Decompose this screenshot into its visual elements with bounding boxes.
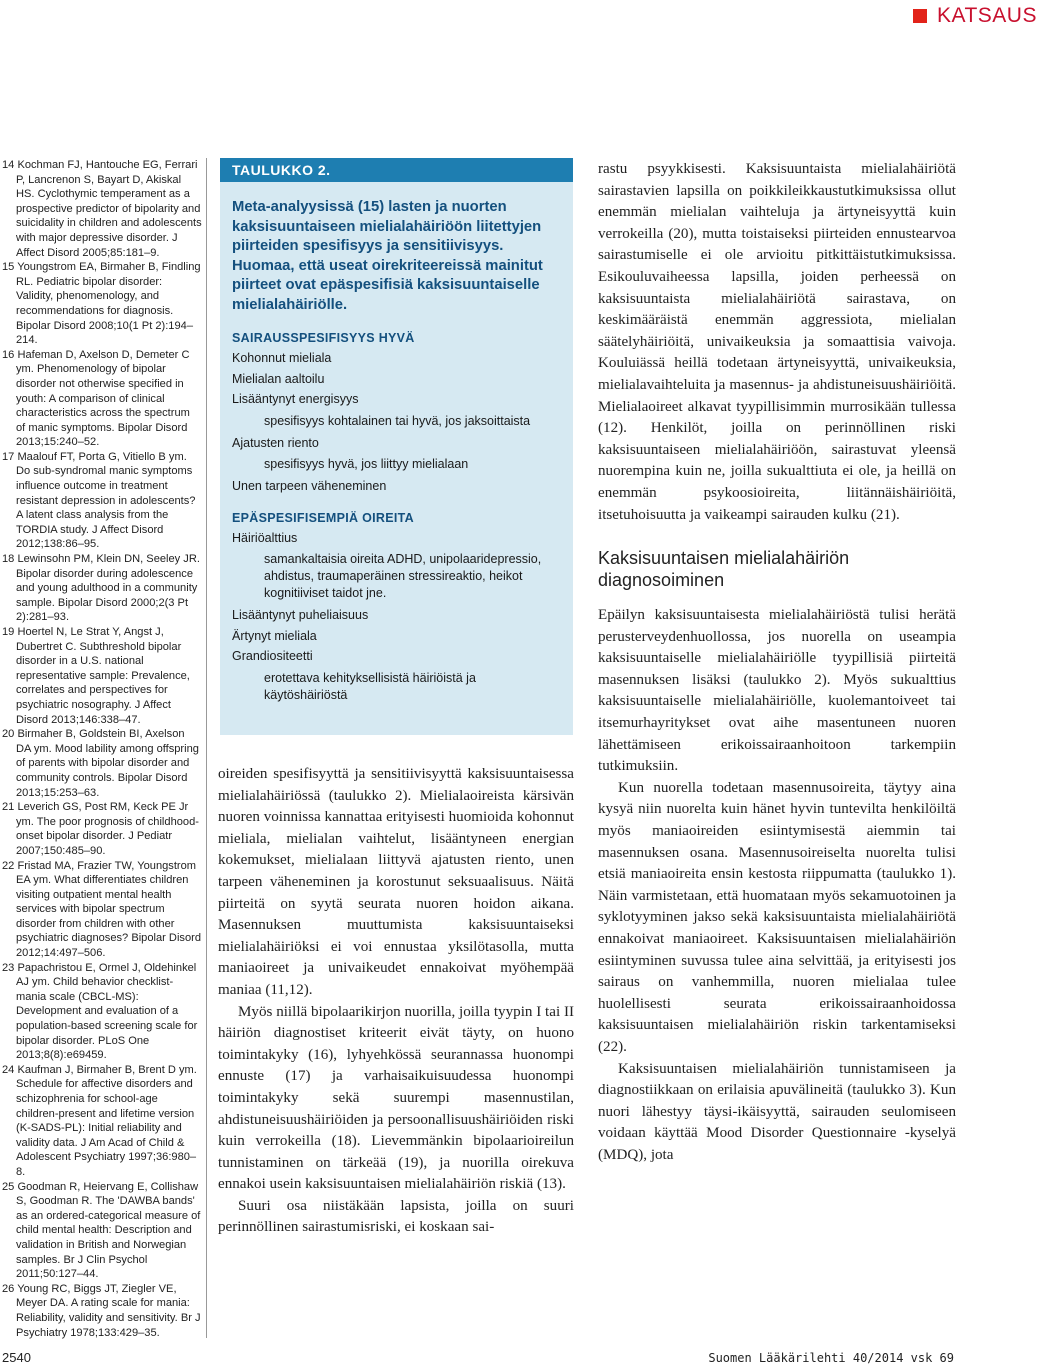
reference-item [2, 552, 202, 625]
table-section-title: SAIRAUSSPESIFISYYS HYVÄ [232, 331, 415, 345]
reference-number: 17 [2, 450, 15, 463]
section-label: KATSAUS [937, 4, 1037, 27]
table-item: Unen tarpeen väheneminen [232, 479, 387, 493]
table-item: Grandiositeetti [232, 649, 313, 663]
paragraph: rastu psyykkisesti. Kaksisuuntaista mielialahäiriötä sairastavien lapsilla on poikkileikkaustutkimuksissa ollut enemmän mielialan vaihteluja ja ärtyneisyyttä kuin verrokeilla (20), mutta toistaiseksi piirteiden ennustearvoa sairastumiselle ei ole arvioitu pitkittäistutkimuksissa. Esikouluvaiheessa lapsilla, joiden perheessä on kaksisuuntaista mielialahäiriötä sairastava, on keskimääräistä enemmän aggressiota, mielialan säätelyhäiriöitä, univaikeuksia ja somaattisia vaivoja. Kouluiässä heillä todetaan ärtyneisyyttä, univaikeuksia, mielialavaihteluita ja masennus- ja ahdistuneisuushäiriöitä. Mielialaoireet alkavat tyypillisimmin murrosikään tullessa (12). Henkilöt, joilla on perinnöllinen riski kaksisuuntaiseen mielialahäiriöön, sairastuvat yleensä nuorempina kuin ne, joilla sukualttiuta ei ole, ja heillä on enemmän psykoosioireita, liitännäishäiriöitä, itsetuhoisuutta ja vaikeampi sairauden kulku (21). [598, 161, 956, 523]
table-2 [220, 158, 573, 735]
reference-text: Maalouf FT, Porta G, Vitiello B ym. Do sub-syndromal manic symptoms influence outcome in treatment resistant depression in adolescents? A latent class analysis from the TORDIA study. J Affect Disord 2012;138:86–95. [16, 450, 196, 551]
page-number: 2540 [2, 1350, 31, 1365]
reference-text: Leverich GS, Post RM, Keck PE Jr ym. The poor prognosis of childhood-onset bipolar disorder. J Pediatr 2007;150:485–90. [16, 801, 199, 857]
reference-number: 23 [2, 961, 15, 974]
reference-item [2, 260, 202, 348]
table-section-title: EPÄSPESIFISEMPIÄ OIREITA [232, 510, 414, 525]
reference-item [2, 727, 202, 800]
journal-footer: Suomen Lääkärilehti 40/2014 vsk 69 [708, 1351, 954, 1365]
table-section-items [232, 528, 561, 704]
reference-number: 22 [2, 859, 15, 872]
reference-item [2, 859, 202, 961]
reference-item [2, 348, 202, 450]
reference-item [2, 1282, 202, 1340]
table-title-line-1: Meta-analyysissä (15) lasten ja nuorten kaksisuuntaiseen mielialahäiriöön liitettyjen piirteiden spesifisyys ja sensitiivisyys. [232, 199, 542, 254]
paragraph: Kaksisuuntaisen mielialahäiriön tunnistamiseen ja diagnostiikkaan on erilaisia apuvälineitä (taulukko 3). Kun nuori lähestyy täysi-ikäisyyttä, sairauden seulomiseen voidaan käyttää Mood Disorder Questionnaire -kyselyä (MDQ), jota [598, 1060, 956, 1163]
reference-item [2, 1180, 202, 1282]
reference-item [2, 450, 202, 552]
column-divider [206, 158, 207, 1338]
table-title-line-2: Huomaa, että useat oirekriteereissä mainitut piirteet ovat epäspesifisiä kaksisuuntaiselle mielialahäiriölle. [232, 257, 543, 313]
reference-number: 16 [2, 348, 15, 361]
reference-item [2, 961, 202, 1063]
reference-text: Birmaher B, Goldstein BI, Axelson DA ym. Mood lability among offspring of parents with bipolar disorder and community controls. Bipolar Disord 2013;15:253–63. [16, 728, 199, 799]
table-item: Lisääntynyt energisyys [232, 392, 359, 406]
reference-text: Goodman R, Heiervang E, Collishaw S, Goodman R. The 'DAWBA bands' as an ordered-categorical measure of child mental health: Description and validation in British and Norwegian samples. Br J Clin Psychol 2011;50:127–44. [16, 1180, 201, 1281]
paragraph: Myös niillä bipolaarikirjon nuorilla, joilla tyypin I tai II häiriön diagnostiset kriteerit eivät täyty, on huono toimintakyky (16), lyhyehkössä seurannassa huonompi ennuste (17) ja varhaisaikuisuudessa huonompi toimintakyky sekä suurempi masennustilan, ahdistuneisuushäiriöiden ja persoonallisuushäiriöiden riski kuin verrokeilla (18). Lievemmänkin bipolaarioireilun tunnistaminen on tärkeää (19), ja nuorilla oirekuva ennakoi usein kaksisuuntaisen mielialahäiriön riskiä (13). [218, 1003, 574, 1193]
reference-number: 25 [2, 1180, 15, 1193]
paragraph: oireiden spesifisyyttä ja sensitiivisyyttä kaksisuuntaisessa mielialahäiriössä (taulukko 2). Mielialaoireista kärsivän nuoren voinnissa kannattaa erityisesti huomioida kohonnut mieliala, mielialan vaihtelut, lisääntyneen energian kokemukset, mielialaan liittyvä ajatusten riento, unen tarpeen väheneminen ja korostunut seksuaalisuus. Näitä piirteitä on syytä seurata nuoren hoidon aikana. Masennuksen muuttumista kaksisuuntaiseksi mielialahäiriöksi ei voi ennustaa yksilötasolla, mutta maniaoireet ja univaikeudet ennakoivat myöhempää maniaa (11,12). [218, 766, 574, 998]
reference-number: 19 [2, 626, 15, 638]
reference-number: 21 [2, 801, 15, 814]
reference-text: Youngstrom EA, Birmaher B, Findling RL. Pediatric bipolar disorder: Validity, phenomenology, and recommendations for diagnosis. Bipolar Disord 2008;10(1 Pt 2):194–214. [16, 261, 201, 347]
reference-text: Papachristou E, Ormel J, Oldehinkel AJ ym. Child behavior checklist-mania scale (CBCL-MS): Development and evaluation of a population-based screening scale for bipolar disorder. PLoS One 2013;8(8):e69459. [16, 961, 198, 1062]
reference-text: Fristad MA, Frazier TW, Youngstrom EA ym. What differentiates children visiting outpatient mental health services with bipolar spectrum disorder from children with other psychiatric diagnoses? Bipolar Disord 2012;14:497–506. [16, 859, 201, 960]
table-item-note: erotettava kehityksellisistä häiriöistä ja käytöshäiriöstä [264, 670, 476, 702]
reference-item [2, 800, 202, 858]
body-column-right [598, 159, 956, 1167]
reference-text: Young RC, Biggs JT, Ziegler VE, Meyer DA. A rating scale for mania: Reliability, validity and sensitivity. Br J Psychiatry 1978;133:429–35. [16, 1282, 201, 1339]
section-marker-icon [913, 9, 927, 23]
table-item-note: samankaltaisia oireita ADHD, unipolaaridepressio, ahdistus, traumaperäinen stressireaktio, heikot kognitiiviset taidot jne. [264, 552, 542, 600]
section-header [913, 4, 1037, 28]
reference-number: 18 [2, 553, 15, 566]
reference-item [2, 158, 202, 260]
reference-number: 20 [2, 728, 15, 741]
reference-text: Lewinsohn PM, Klein DN, Seeley JR. Bipolar disorder during adolescence and young adulthood in a community sample. Bipolar Disord 2000;2(3 Pt 2):281–93. [16, 553, 200, 624]
reference-item [2, 625, 202, 727]
table-item: Kohonnut mieliala [232, 351, 332, 365]
table-item: Ajatusten riento [232, 435, 319, 450]
paragraph: Kun nuorella todetaan masennusoireita, täytyy aina kysyä niin nuorelta kuin hänet hyvin tuntevilta henkilöiltä myös maniaoireiden esiintymisestä aiemmin tai masennuksen osana. Masennusoireiselta nuorelta tulisi etsiä maniaoireita ensin kestosta riippumatta (taulukko 1). Näin varmistetaan, että huomataan myös sekamuotoinen ja syklotyyminen jakso sekä kaksisuuntaista mielialahäiriötä ennakoivat maniaoireet. Kaksisuuntaisen mielialahäiriön esiintyminen suvussa tulee aina selvittää, ja erityisesti jos sairaus on vanhemmilla, nuoren mielialaa tulee huolellisesti seurata erikoissairaanhoidossa kaksisuuntaisen mielialahäiriön riskin tarkentamiseksi (22). [598, 779, 956, 1055]
references-list [2, 158, 202, 1340]
reference-number: 26 [2, 1282, 15, 1295]
table-item: Lisääntynyt puheliaisuus [232, 608, 369, 622]
reference-number: 24 [2, 1063, 15, 1076]
reference-number: 15 [2, 261, 15, 274]
table-item: Häiriöalttius [232, 530, 298, 545]
body-column-middle [218, 764, 574, 1239]
reference-text: Hoertel N, Le Strat Y, Angst J, Dubertret C. Subthreshold bipolar disorder in a U.S. national representative sample: Prevalence, correlates and perspectives for psychiatric nosography. J Affect Disord 2013;146:338–47. [16, 626, 190, 726]
table-label: TAULUKKO 2. [220, 158, 573, 182]
table-item: Ärtynyt mieliala [232, 628, 317, 643]
table-item: Mielialan aaltoilu [232, 371, 325, 386]
table-item-note: spesifisyys kohtalainen tai hyvä, jos jaksoittaista [264, 413, 531, 428]
reference-text: Kaufman J, Birmaher B, Brent D ym. Schedule for affective disorders and schizophrenia for school-age children-present and lifetime version (K-SADS-PL): Initial reliability and validity data. J Am Acad of Child & Adolescent Psychiatry 1997;36:980–8. [16, 1063, 197, 1178]
reference-text: Kochman FJ, Hantouche EG, Ferrari P, Lancrenon S, Bayart D, Akiskal HS. Cyclothymic temperament as a prospective predictor of bipolarity and suicidality in children and adolescents with major depressive disorder. J Affect Disord 2005;85:181–9. [16, 159, 202, 259]
paragraph: Suuri osa niistäkään lapsista, joilla on suuri perinnöllinen sairastumisriski, ei koskaan sai- [218, 1197, 574, 1236]
table-section-items [232, 348, 561, 497]
reference-item [2, 1063, 202, 1180]
reference-number: 14 [2, 159, 15, 171]
reference-text: Hafeman D, Axelson D, Demeter C ym. Phenomenology of bipolar disorder not otherwise specified in youth: A comparison of clinical characteristics across the spectrum of manic symptoms. Bipolar Disord 2013;15:240–52. [16, 348, 190, 449]
section-subheading: Kaksisuuntaisen mielialahäiriön diagnosoiminen [598, 548, 850, 590]
paragraph: Epäilyn kaksisuuntaisesta mielialahäiriöstä tulisi herätä perusterveydenhuollossa, jos nuorella on useampia kaksisuuntaiselle mielialahäiriölle tyypillisiä piirteitä masennuksen lisäksi (taulukko 2). Myös sukualttius kaksisuuntaiselle mielialahäiriölle, kuolemantoiveet tai itsemurhayritykset ovat aihe masentuneen nuoren lähettämiseen erikoissairaanhoitoon tarkempiin tutkimuksiin. [598, 607, 956, 775]
table-title [232, 198, 561, 315]
table-item-note: spesifisyys hyvä, jos liittyy mielialaan [264, 457, 469, 471]
